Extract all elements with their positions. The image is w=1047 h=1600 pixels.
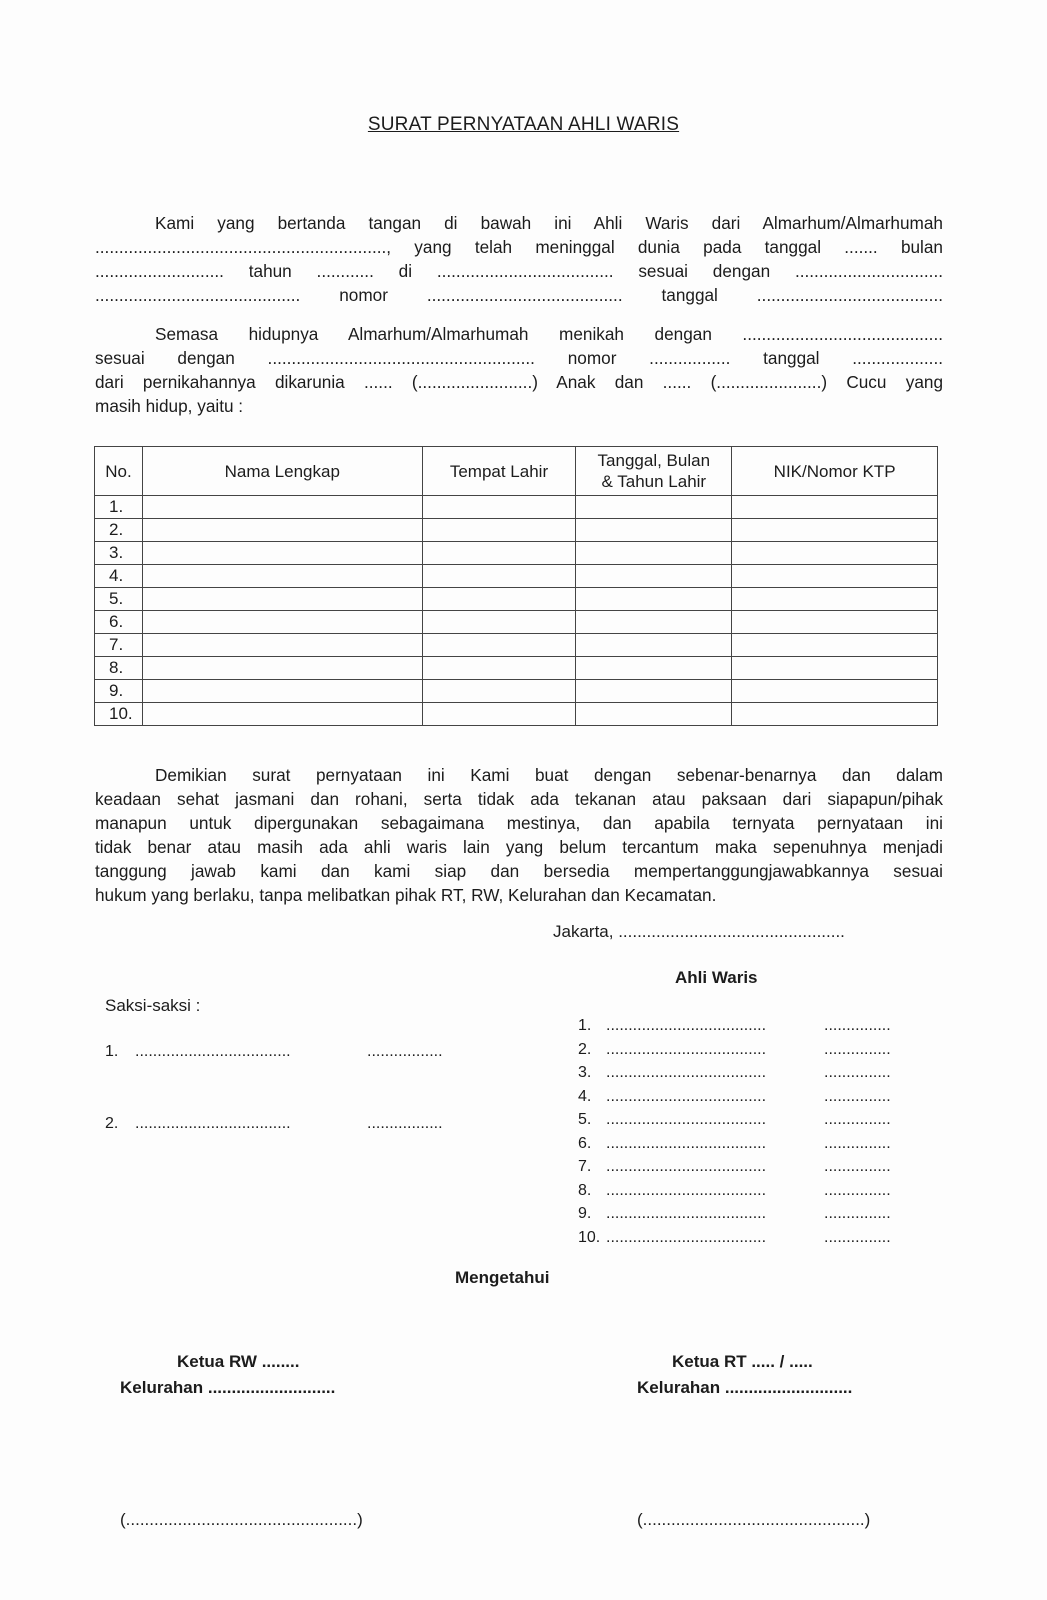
cell-tempat[interactable] <box>422 496 576 519</box>
row-number: 8. <box>95 657 143 680</box>
saksi-number: 2. <box>105 1115 119 1132</box>
cell-nik[interactable] <box>732 611 938 634</box>
heir-number: 10. <box>578 1228 601 1246</box>
heir-name-line[interactable]: .................................... <box>606 1087 767 1105</box>
header-no: No. <box>95 447 143 496</box>
heir-name-line[interactable]: .................................... <box>606 1040 767 1058</box>
heir-sign-line[interactable]: ............... <box>824 1134 891 1152</box>
cell-tempat[interactable] <box>422 519 576 542</box>
cell-tempat[interactable] <box>422 542 576 565</box>
list-item <box>578 1061 891 1085</box>
list-item <box>578 1038 891 1062</box>
heir-number: 6. <box>578 1134 592 1152</box>
header-nama-lengkap: Nama Lengkap <box>142 447 422 496</box>
table-row <box>95 588 938 611</box>
heir-name-line[interactable]: .................................... <box>606 1134 767 1152</box>
row-number: 4. <box>95 565 143 588</box>
paragraph-line: hukum yang berlaku, tanpa melibatkan pihak RT, RW, Kelurahan dan Kecamatan. <box>95 885 717 905</box>
saksi-row <box>105 1043 443 1061</box>
cell-nama[interactable] <box>142 634 422 657</box>
cell-nik[interactable] <box>732 703 938 726</box>
heir-sign-line[interactable]: ............... <box>824 1205 891 1222</box>
cell-nik[interactable] <box>732 542 938 565</box>
table-row <box>95 542 938 565</box>
cell-nama[interactable] <box>142 703 422 726</box>
cell-nama[interactable] <box>142 519 422 542</box>
kelurahan-rt-label: Kelurahan ........................... <box>637 1378 853 1397</box>
paragraph-deceased <box>95 211 943 307</box>
table-row <box>95 519 938 542</box>
paragraph-line: sesuai dengan ........................................................ nomor ................. tanggal ................... <box>95 348 943 368</box>
list-item <box>578 1179 891 1203</box>
saksi-title: Saksi-saksi : <box>105 996 201 1015</box>
row-number: 7. <box>95 634 143 657</box>
table-row <box>95 634 938 657</box>
table-row <box>95 657 938 680</box>
header-tanggal-lahir <box>576 447 732 496</box>
heir-number: 5. <box>578 1111 592 1128</box>
cell-tanggal[interactable] <box>576 542 732 565</box>
cell-nama[interactable] <box>142 565 422 588</box>
row-number: 5. <box>95 588 143 611</box>
heir-name-line[interactable]: .................................... <box>606 1205 767 1222</box>
cell-tanggal[interactable] <box>576 588 732 611</box>
cell-tanggal[interactable] <box>576 703 732 726</box>
heir-sign-line[interactable]: ............... <box>824 1087 891 1105</box>
saksi-name-line[interactable]: ................................... <box>135 1115 291 1132</box>
paragraph-line: Demikian surat pernyataan ini Kami buat dengan sebenar-benarnya dan dalam <box>155 765 943 785</box>
heir-sign-line[interactable]: ............... <box>824 1181 891 1199</box>
heir-sign-line[interactable]: ............... <box>824 1064 891 1081</box>
cell-tempat[interactable] <box>422 611 576 634</box>
cell-nik[interactable] <box>732 680 938 703</box>
ahli-waris-title: Ahli Waris <box>675 968 758 987</box>
row-number: 2. <box>95 519 143 542</box>
header-nik: NIK/Nomor KTP <box>732 447 938 496</box>
table-row <box>95 680 938 703</box>
cell-tempat[interactable] <box>422 588 576 611</box>
table-header-row <box>95 447 938 496</box>
paragraph-line: masih hidup, yaitu : <box>95 396 244 416</box>
paragraph-line: tidak benar atau masih ada ahli waris lain yang belum tercantum maka sepenuhnya menjadi <box>95 837 943 857</box>
cell-nik[interactable] <box>732 634 938 657</box>
cell-tanggal[interactable] <box>576 565 732 588</box>
list-item <box>578 1014 891 1038</box>
heir-sign-line[interactable]: ............... <box>824 1158 891 1175</box>
cell-tempat[interactable] <box>422 703 576 726</box>
heir-sign-line[interactable]: ............... <box>824 1017 891 1034</box>
saksi-number: 1. <box>105 1043 119 1060</box>
heir-signature-list <box>578 1014 891 1249</box>
row-number: 1. <box>95 496 143 519</box>
list-item <box>578 1085 891 1109</box>
heirs-table <box>94 446 938 726</box>
heir-number: 3. <box>578 1064 592 1081</box>
heir-name-line[interactable]: .................................... <box>606 1181 767 1199</box>
row-number: 6. <box>95 611 143 634</box>
cell-tanggal[interactable] <box>576 680 732 703</box>
list-item <box>578 1202 891 1226</box>
list-item <box>578 1226 891 1250</box>
cell-nik[interactable] <box>732 565 938 588</box>
place-date: Jakarta, ................................................ <box>553 922 845 941</box>
heir-number: 8. <box>578 1181 592 1199</box>
cell-tanggal[interactable] <box>576 657 732 680</box>
heir-number: 2. <box>578 1040 592 1058</box>
heir-number: 7. <box>578 1158 592 1175</box>
cell-tanggal[interactable] <box>576 634 732 657</box>
cell-nik[interactable] <box>732 588 938 611</box>
rw-signature-line[interactable]: (.................................................) <box>120 1510 363 1529</box>
heir-name-line[interactable]: .................................... <box>606 1064 767 1081</box>
header-tanggal-line1: Tanggal, Bulan <box>597 451 711 470</box>
cell-tanggal[interactable] <box>576 496 732 519</box>
heir-name-line[interactable]: .................................... <box>606 1017 767 1034</box>
cell-nama[interactable] <box>142 680 422 703</box>
list-item <box>578 1132 891 1156</box>
ketua-rt-label: Ketua RT ..... / ..... <box>672 1352 813 1371</box>
cell-nik[interactable] <box>732 496 938 519</box>
document-title: SURAT PERNYATAAN AHLI WARIS <box>367 114 680 135</box>
cell-tempat[interactable] <box>422 680 576 703</box>
cell-tempat[interactable] <box>422 657 576 680</box>
cell-nama[interactable] <box>142 657 422 680</box>
heir-sign-line[interactable]: ............... <box>824 1228 891 1246</box>
list-item <box>578 1155 891 1179</box>
table-row <box>95 496 938 519</box>
kelurahan-rw-label: Kelurahan ........................... <box>120 1378 336 1397</box>
row-number: 3. <box>95 542 143 565</box>
saksi-sign-line[interactable]: ................. <box>367 1043 443 1060</box>
cell-tempat[interactable] <box>422 634 576 657</box>
heir-sign-line[interactable]: ............... <box>824 1040 891 1058</box>
cell-tempat[interactable] <box>422 565 576 588</box>
paragraph-line: ........................... tahun ............ di ..................................... sesuai dengan ............................... <box>95 261 943 281</box>
heir-number: 1. <box>578 1017 592 1034</box>
ketua-rw-label: Ketua RW ........ <box>177 1352 300 1371</box>
saksi-row <box>105 1115 443 1133</box>
row-number: 10. <box>95 703 143 726</box>
mengetahui-heading: Mengetahui <box>455 1268 550 1287</box>
paragraph-line: ............................................................., yang telah meninggal dunia pada tanggal ....... bulan <box>95 237 943 257</box>
table-row <box>95 565 938 588</box>
paragraph-marriage <box>95 322 943 418</box>
paragraph-declaration <box>95 763 943 907</box>
paragraph-line: manapun untuk dipergunakan sebagaimana mestinya, dan apabila ternyata pernyataan ini <box>95 813 943 833</box>
cell-nama[interactable] <box>142 496 422 519</box>
saksi-name-line[interactable]: ................................... <box>135 1043 291 1060</box>
paragraph-line: Kami yang bertanda tangan di bawah ini Ahli Waris dari Almarhum/Almarhumah <box>155 213 943 233</box>
table-row <box>95 611 938 634</box>
heir-name-line[interactable]: .................................... <box>606 1111 767 1128</box>
cell-nama[interactable] <box>142 542 422 565</box>
row-number: 9. <box>95 680 143 703</box>
cell-nik[interactable] <box>732 657 938 680</box>
cell-tanggal[interactable] <box>576 611 732 634</box>
cell-nik[interactable] <box>732 519 938 542</box>
heir-name-line[interactable]: .................................... <box>606 1158 767 1175</box>
paragraph-line: Semasa hidupnya Almarhum/Almarhumah menikah dengan .......................................... <box>155 324 943 344</box>
header-tanggal-line2: & Tahun Lahir <box>601 472 707 491</box>
heir-number: 9. <box>578 1205 592 1222</box>
paragraph-line: keadaan sehat jasmani dan rohani, serta tidak ada tekanan atau paksaan dari siapapun/pihak <box>95 789 943 809</box>
heir-name-line[interactable]: .................................... <box>606 1228 767 1246</box>
list-item <box>578 1108 891 1132</box>
header-tempat-lahir: Tempat Lahir <box>422 447 576 496</box>
paragraph-line: tanggung jawab kami dan kami siap dan bersedia mempertanggungjawabkannya sesuai <box>95 861 943 881</box>
cell-nama[interactable] <box>142 611 422 634</box>
paragraph-line: dari pernikahannya dikarunia ...... (........................) Anak dan ...... (......................) Cucu yang <box>95 372 943 392</box>
heir-number: 4. <box>578 1087 592 1105</box>
paragraph-line: ........................................... nomor ......................................... tanggal ....................................... <box>95 285 943 305</box>
heir-sign-line[interactable]: ............... <box>824 1111 891 1128</box>
rt-signature-line[interactable]: (...............................................) <box>637 1510 871 1529</box>
cell-tanggal[interactable] <box>576 519 732 542</box>
cell-nama[interactable] <box>142 588 422 611</box>
saksi-sign-line[interactable]: ................. <box>367 1115 443 1132</box>
table-row <box>95 703 938 726</box>
